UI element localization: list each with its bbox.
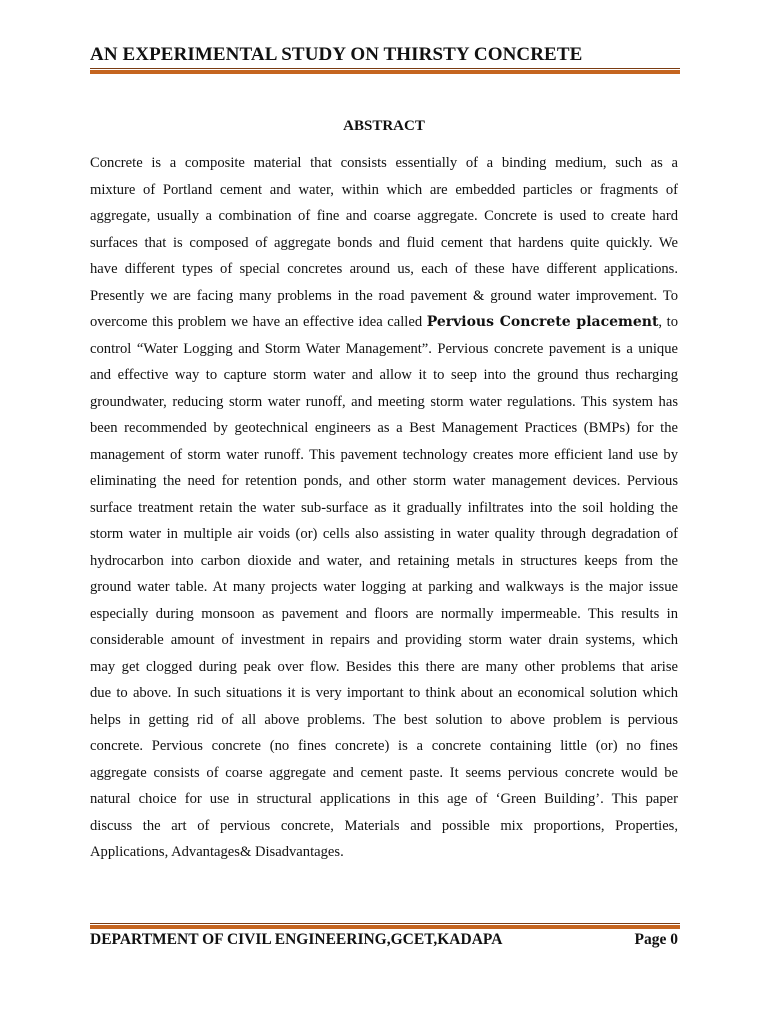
abstract-line: considerable amount of investment in repairs and providing storm water drain systems, which bbox=[90, 632, 678, 648]
abstract-line: aggregate consists of coarse aggregate and cement paste. It seems pervious concrete would be bbox=[90, 764, 678, 781]
running-header-title: AN EXPERIMENTAL STUDY ON THIRSTY CONCRETE bbox=[90, 44, 583, 65]
page-number: Page 0 bbox=[634, 931, 678, 948]
footer-rule-thin-line bbox=[90, 923, 680, 924]
abstract-line: and effective way to capture storm water and allow it to seep into the ground thus recharging bbox=[90, 367, 678, 383]
abstract-line: management of storm water runoff. This pavement technology creates more efficient land use by bbox=[90, 446, 678, 463]
abstract-line: helps in getting rid of all above problems. The best solution to above problem is pervious bbox=[90, 711, 678, 728]
abstract-line: Concrete is a composite material that consists essentially of a binding medium, such as a bbox=[90, 155, 678, 171]
abstract-line: aggregate, usually a combination of fine and coarse aggregate. Concrete is used to create hard bbox=[90, 208, 678, 224]
abstract-line: due to above. In such situations it is very important to think about an economical solution which bbox=[90, 685, 678, 701]
abstract-line: ground water table. At many projects water logging at parking and walkways is the major issue bbox=[90, 579, 678, 595]
abstract-line bbox=[90, 309, 678, 336]
footer-department: DEPARTMENT OF CIVIL ENGINEERING,GCET,KADAPA bbox=[90, 931, 503, 948]
abstract-line: natural choice for use in structural applications in this age of ‘Green Building’. This paper bbox=[90, 791, 678, 807]
abstract-line: Presently we are facing many problems in the road pavement & ground water improvement. To bbox=[90, 287, 678, 304]
footer-rule-thick-line bbox=[90, 925, 680, 929]
header-rule-thick-line bbox=[90, 70, 680, 74]
abstract-line: mixture of Portland cement and water, within which are embedded particles or fragments of bbox=[90, 181, 678, 198]
abstract-line: Applications, Advantages& Disadvantages. bbox=[90, 844, 344, 860]
abstract-line: especially during monsoon as pavement and floors are normally impermeable. This results in bbox=[90, 605, 678, 622]
abstract-line: storm water in multiple air voids (or) cells also assisting in water quality through degradation of bbox=[90, 526, 678, 542]
abstract-line: control “Water Logging and Storm Water Management”. Pervious concrete pavement is a unique bbox=[90, 340, 678, 357]
abstract-line: concrete. Pervious concrete (no fines concrete) is a concrete containing little (or) no fines bbox=[90, 738, 678, 754]
abstract-line: have different types of special concretes around us, each of these have different applications. bbox=[90, 261, 678, 277]
abstract-line: groundwater, reducing storm water runoff, and meeting storm water regulations. This system has bbox=[90, 393, 678, 410]
abstract-heading: ABSTRACT bbox=[343, 118, 425, 134]
abstract-line: surface treatment retain the water sub-surface as it gradually infiltrates into the soil holding the bbox=[90, 499, 678, 516]
header-rule-thin-line bbox=[90, 68, 680, 69]
abstract-line: discuss the art of pervious concrete, Materials and possible mix proportions, Properties, bbox=[90, 817, 678, 834]
header-rule bbox=[90, 68, 680, 74]
footer-rule bbox=[90, 923, 680, 929]
abstract-body bbox=[90, 150, 678, 866]
abstract-line: hydrocarbon into carbon dioxide and water, and retaining metals in structures keeps from the bbox=[90, 552, 678, 569]
abstract-line-text: overcome this problem we have an effective idea called bbox=[90, 314, 427, 330]
abstract-line: surfaces that is composed of aggregate bonds and fluid cement that hardens quite quickly. We bbox=[90, 234, 678, 251]
abstract-line: eliminating the need for retention ponds, and other storm water management devices. Pervious bbox=[90, 473, 678, 489]
abstract-line: may get clogged during peak over flow. Besides this there are many other problems that arise bbox=[90, 658, 678, 675]
abstract-line-text: , to bbox=[658, 314, 678, 330]
abstract-line: been recommended by geotechnical engineers as a Best Management Practices (BMPs) for the bbox=[90, 420, 678, 436]
bold-term: Pervious Concrete placement bbox=[426, 314, 659, 330]
